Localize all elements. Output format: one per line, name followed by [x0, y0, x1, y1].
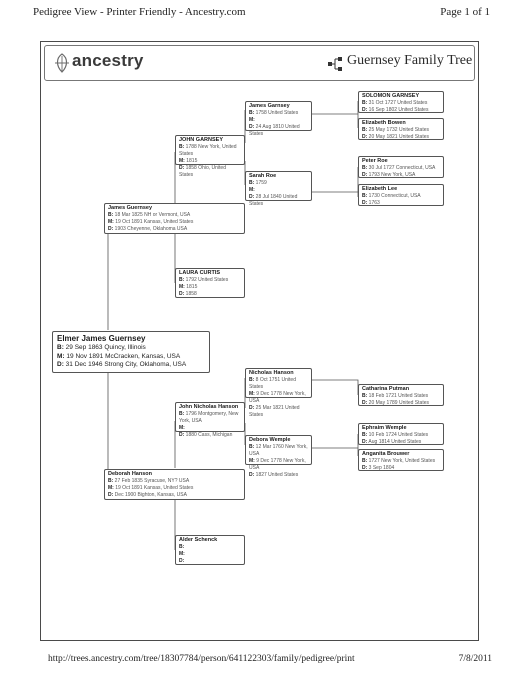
family-tree-title: Guernsey Family Tree — [347, 53, 473, 68]
person-box[interactable] — [175, 402, 245, 438]
death-line: D: 24 Aug 1810 United States — [249, 124, 300, 137]
person-box[interactable] — [358, 118, 444, 140]
person-box[interactable] — [245, 435, 312, 478]
birth-line: B: 1730 Connecticut, USA — [362, 193, 421, 199]
birth-line: B: — [179, 544, 185, 550]
marriage-line: M: — [249, 187, 255, 193]
death-line: D: Aug 1814 United States — [362, 439, 422, 445]
death-line: D: 31 Dec 1946 Strong City, Oklahoma, USA — [57, 361, 187, 368]
birth-line: B: 27 Feb 1835 Syracuse, NY? USA — [108, 478, 190, 484]
person-name: Peter Roe — [362, 158, 388, 164]
marriage-line: M: 9 Dec 1778 New York, USA — [249, 391, 306, 404]
birth-line: B: 25 May 1732 United States — [362, 127, 429, 133]
ancestry-logo-text[interactable]: ancestry — [72, 51, 144, 70]
marriage-line: M: 1815 — [179, 158, 198, 164]
print-header-title: Pedigree View - Printer Friendly - Ancestry.com — [33, 6, 246, 18]
print-footer-url: http://trees.ancestry.com/tree/18307784/person/641122303/family/pedigree/print — [48, 654, 355, 664]
person-box[interactable] — [358, 449, 444, 471]
person-box[interactable] — [104, 203, 245, 234]
death-line: D: 25 Mar 1821 United States — [249, 405, 300, 418]
person-box[interactable] — [175, 135, 245, 178]
death-line: D: 1827 United States — [249, 472, 299, 478]
birth-line: B: 18 Feb 1721 United States — [362, 393, 429, 399]
marriage-line: M: 19 Nov 1891 McCracken, Kansas, USA — [57, 352, 181, 360]
death-line: D: 1903 Cheyenne, Oklahoma USA — [108, 226, 188, 232]
birth-line: B: 1796 Montgomery, New York, USA — [179, 411, 239, 424]
person-name: Nicholas Hanson — [249, 370, 294, 376]
person-name: Sarah Roe — [249, 173, 277, 179]
person-box[interactable] — [358, 384, 444, 406]
print-footer-date: 7/8/2011 — [458, 654, 492, 664]
home-person-box[interactable] — [52, 331, 210, 373]
person-name: SOLOMON GARNSEY — [362, 93, 420, 99]
birth-line: B: 31 Oct 1727 United States — [362, 100, 428, 106]
death-line: D: 28 Jul 1840 United States — [249, 194, 298, 207]
person-box[interactable] — [358, 156, 444, 178]
death-line: D: 1793 New York, USA — [362, 172, 416, 178]
death-line: D: 16 Sep 1802 United States — [362, 107, 429, 113]
person-name: Deborah Hanson — [108, 471, 153, 477]
death-line: D: 1880 Cass, Michigan — [179, 432, 233, 438]
marriage-line: M: — [249, 117, 255, 123]
person-name: Elmer James Guernsey — [57, 334, 146, 343]
death-line: D: 20 May 1789 United States — [362, 400, 429, 406]
person-box[interactable] — [358, 423, 444, 445]
marriage-line: M: 9 Dec 1778 New York, USA — [249, 458, 306, 471]
marriage-line: M: — [179, 425, 185, 431]
death-line: D: 1763 — [362, 200, 380, 206]
birth-line: B: 1727 New York, United States — [362, 458, 436, 464]
birth-line: B: 30 Jul 1727 Connecticut, USA — [362, 165, 436, 171]
birth-line: B: 1759 — [249, 180, 267, 186]
marriage-line: M: — [179, 551, 185, 557]
person-name: James Garnsey — [249, 103, 290, 109]
print-header-page: Page 1 of 1 — [440, 6, 490, 18]
person-box[interactable] — [245, 368, 312, 418]
person-name: JOHN GARNSEY — [179, 137, 224, 143]
person-name: Catharina Putman — [362, 386, 410, 392]
marriage-line: M: 19 Oct 1891 Kansas, United States — [108, 485, 194, 491]
person-name: Elizabeth Bowen — [362, 120, 406, 126]
person-box[interactable] — [245, 171, 312, 207]
person-name: Elizabeth Lee — [362, 186, 398, 192]
birth-line: B: 18 Mar 1825 NH or Vermont, USA — [108, 212, 191, 218]
person-name: Debora Wemple — [249, 437, 291, 443]
person-box[interactable] — [358, 184, 444, 206]
birth-line: B: 1758 United States — [249, 110, 299, 116]
person-box[interactable] — [175, 268, 245, 298]
birth-line: B: 29 Sep 1863 Quincy, Illinois — [57, 344, 146, 351]
person-box[interactable] — [175, 535, 245, 565]
death-line: D: 1858 Ohio, United States — [179, 165, 226, 178]
birth-line: B: 1792 United States — [179, 277, 229, 283]
birth-line: B: 8 Oct 1751 United States — [249, 377, 296, 390]
person-name: John Nicholas Hanson — [179, 404, 239, 410]
death-line: D: 1858 — [179, 291, 197, 297]
person-box[interactable] — [245, 101, 312, 137]
birth-line: B: 10 Feb 1724 United States — [362, 432, 429, 438]
death-line: D: 3 Sep 1804 — [362, 465, 395, 471]
birth-line: B: 1788 New York, United States — [179, 144, 237, 157]
person-name: LAURA CURTIS — [179, 270, 221, 276]
person-box[interactable] — [358, 91, 444, 113]
marriage-line: M: 19 Oct 1891 Kansas, United States — [108, 219, 194, 225]
death-line: D: — [179, 558, 185, 564]
person-box[interactable] — [104, 469, 245, 500]
death-line: D: 20 May 1821 United States — [362, 134, 429, 140]
person-name: Alder Schenck — [179, 537, 218, 543]
marriage-line: M: 1815 — [179, 284, 198, 290]
person-name: James Guernsey — [108, 205, 153, 211]
person-name: Ephraim Wemple — [362, 425, 407, 431]
person-name: Anganita Brouwer — [362, 451, 410, 457]
birth-line: B: 12 Mar 1760 New York, USA — [249, 444, 308, 457]
death-line: D: Dec 1900 Bighton, Kansas, USA — [108, 492, 187, 498]
